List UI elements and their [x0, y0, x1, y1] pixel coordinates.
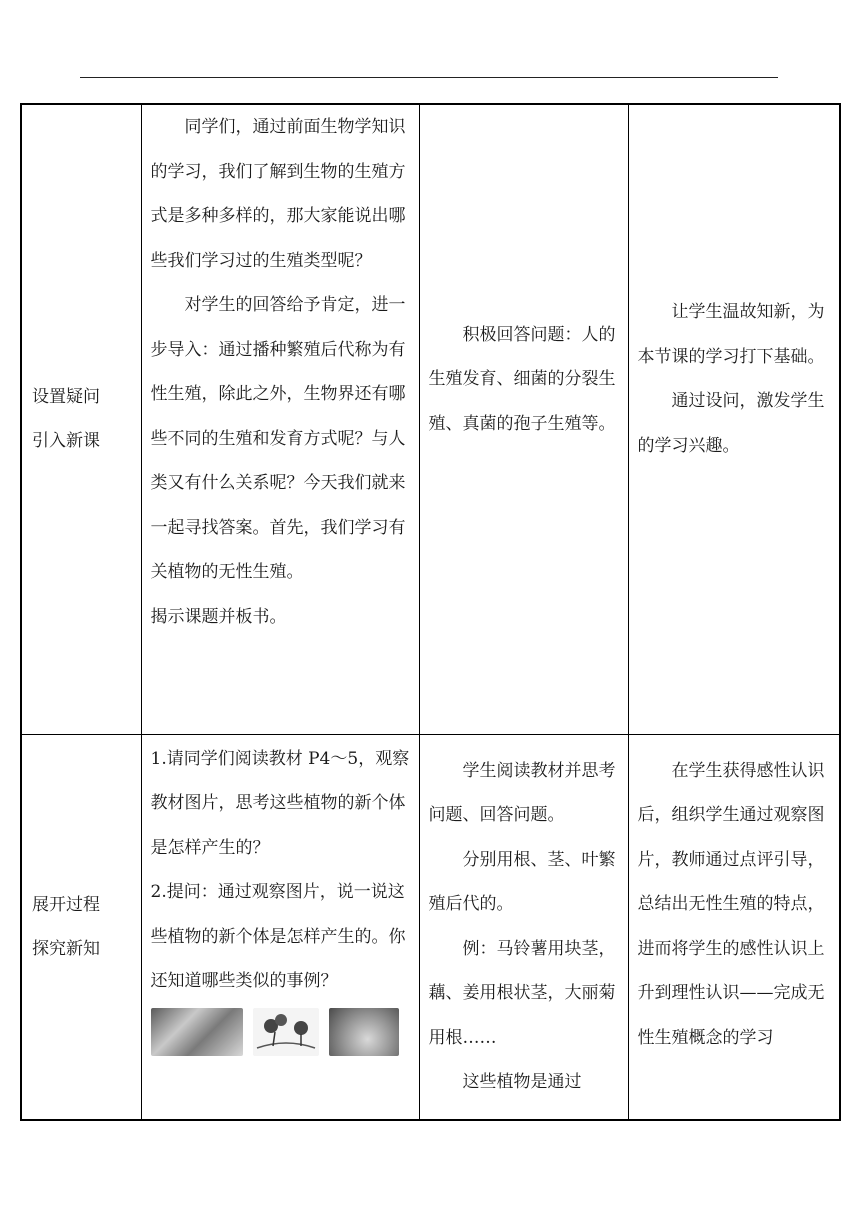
intent-paragraph: 在学生获得感性认识后，组织学生通过观察图片，教师通过点评引导，总结出无性生殖的特点，进而将学生的感性认识上升到理性认识——完成无性生殖概念的学习: [637, 760, 825, 1048]
stage-cell: [21, 734, 141, 1120]
intent-paragraph: 通过设问，激发学生的学习兴趣。: [637, 391, 825, 456]
intent-paragraph: 让学生温故知新，为本节课的学习打下基础。: [637, 302, 825, 367]
student-paragraph: 这些植物是通过: [462, 1072, 582, 1092]
teacher-activity-cell: [141, 734, 419, 1120]
stage-line: 设置疑问: [32, 387, 100, 408]
teacher-activity-cell: [141, 104, 419, 734]
design-intent-cell: [628, 104, 840, 734]
teacher-paragraph: 揭示课题并板书。: [150, 606, 287, 627]
stage-cell: [21, 104, 141, 734]
teacher-paragraph: 同学们，通过前面生物学知识的学习，我们了解到生物的生殖方式是多种多样的，那大家能说出哪些我们学习过的生殖类型呢？: [150, 117, 406, 271]
student-paragraph: 积极回答问题：人的生殖发育、细菌的分裂生殖、真菌的孢子生殖等。: [428, 324, 616, 434]
table-row: [21, 734, 840, 1120]
header-rule: [80, 77, 778, 78]
table-row: [21, 104, 840, 734]
teacher-paragraph: 1.请同学们阅读教材 P4～5，观察教材图片，思考这些植物的新个体是怎样产生的？: [150, 748, 410, 858]
teacher-paragraph: 对学生的回答给予肯定，进一步导入：通过播种繁殖后代称为有性生殖，除此之外，生物界还有哪些不同的生殖和发育方式呢？与人类又有什么关系呢？今天我们就来一起寻找答案。首先，我们学习有关植物的无性生殖。: [150, 295, 406, 582]
design-intent-cell: [628, 734, 840, 1120]
student-paragraph: 学生阅读教材并思考问题、回答问题。: [428, 760, 616, 825]
plant-photo-icon: [151, 1008, 243, 1056]
stage-line: 探究新知: [32, 938, 100, 959]
stage-line: 引入新课: [32, 431, 100, 452]
stage-line: 展开过程: [32, 894, 100, 915]
student-activity-cell: [419, 734, 628, 1120]
student-paragraph: 分别用根、茎、叶繁殖后代的。: [428, 849, 616, 914]
student-paragraph: 例：马铃薯用块茎，藕、姜用根状茎，大丽菊用根……: [428, 938, 616, 1048]
potato-sprout-icon: [329, 1008, 399, 1056]
plant-images: [151, 1008, 410, 1056]
teacher-paragraph: 2.提问：通过观察图片，说一说这些植物的新个体是怎样产生的。你还知道哪些类似的事例？: [150, 882, 406, 991]
lesson-plan-table: [20, 103, 841, 1121]
student-activity-cell: [419, 104, 628, 734]
strawberry-runner-icon: [253, 1008, 319, 1056]
